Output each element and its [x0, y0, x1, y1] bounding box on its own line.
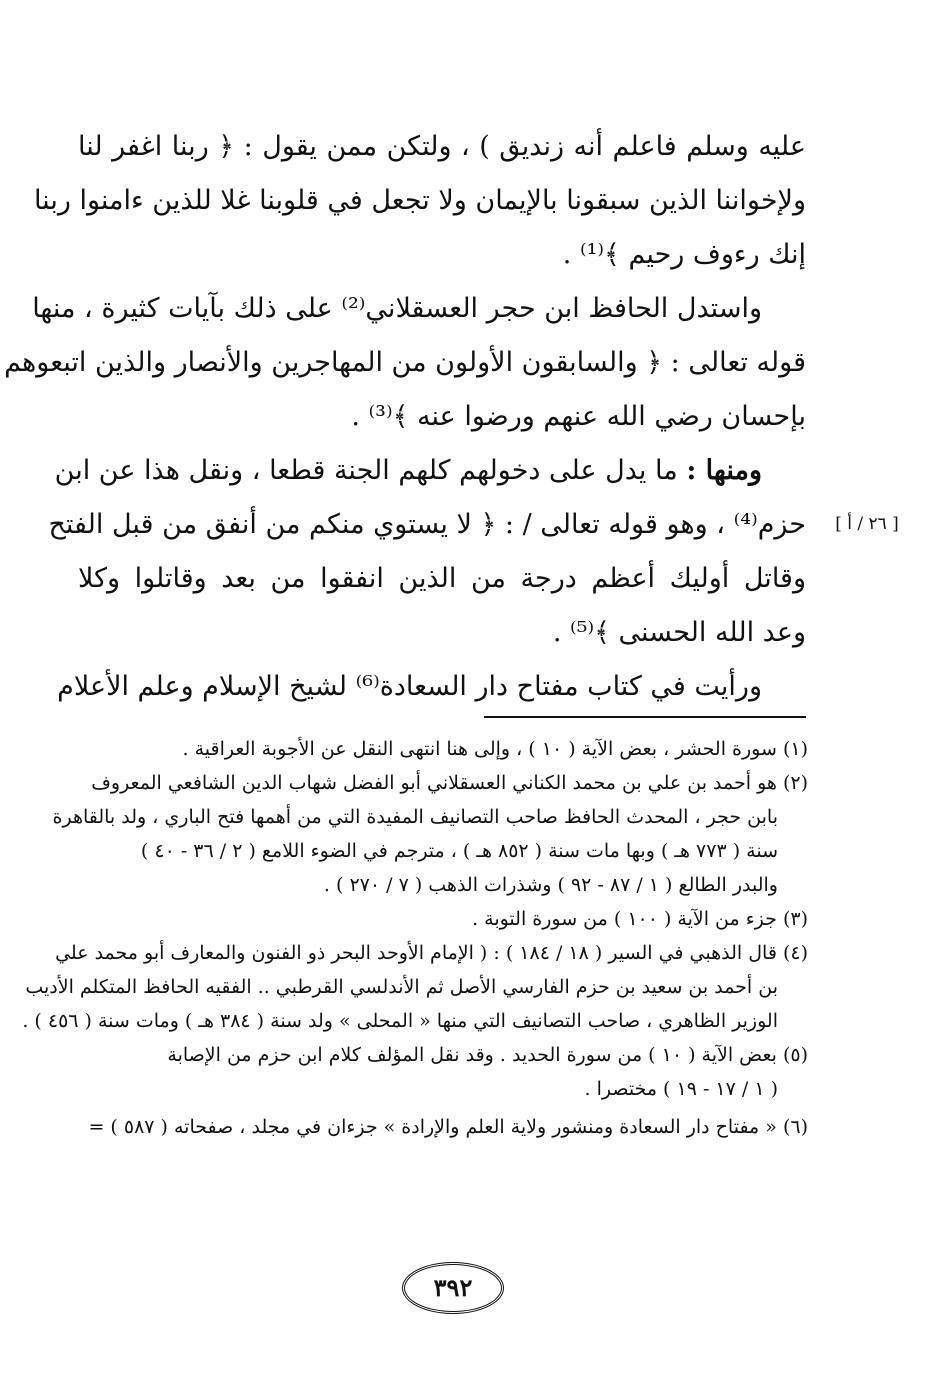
footnotes-block [22, 732, 808, 1144]
text-line: ورأيت في كتاب مفتاح دار السعادة⁽⁶⁾ لشيخ الإسلام وعلم الأعلام [57, 671, 762, 702]
footnote-line: (٢) هو أحمد بن علي بن محمد الكناني العسقلاني أبو الفضل شهاب الدين الشافعي المعروف [91, 772, 808, 794]
text-line: قوله تعالى : ﴿ والسابقون الأولون من المهاجرين والأنصار والذين اتبعوهم [4, 347, 806, 378]
bold-lead-word: ومنها : [686, 455, 762, 486]
text-line [54, 444, 806, 498]
text-line: وقاتل أوليك أعظم درجة من الذين انفقوا من بعد وقاتلوا وكلا [78, 563, 806, 594]
footnote-line: ( ١ / ١٧ - ١٩ ) مختصرا . [584, 1078, 778, 1100]
footnote-line: الوزير الظاهري ، صاحب التصانيف التي منها « المحلى » ولد سنة ( ٣٨٤ هـ ) ومات سنة ( ٤٥٦ ) . [22, 1010, 778, 1032]
main-text-block [4, 120, 806, 714]
page-number: ٣٩٢ [402, 1262, 504, 1314]
footnote-line: بن أحمد بن سعيد بن حزم الفارسي الأصل ثم الأندلسي القرطبي .. الفقيه الحافظ المتكلم الأديب [25, 976, 778, 998]
text-line-rest: ما يدل على دخولهم كلهم الجنة قطعا ، ونقل هذا عن ابن [54, 455, 678, 486]
footnote-line: والبدر الطالع ( ١ / ٨٧ - ٩٢ ) وشذرات الذهب ( ٧ / ٢٧٠ ) . [323, 874, 778, 896]
footnote-separator [484, 716, 806, 718]
footnote-line: (١) سورة الحشر ، بعض الآية ( ١٠ ) ، وإلى هنا انتهى النقل عن الأجوبة العراقية . [182, 738, 808, 760]
text-line: ولإخواننا الذين سبقونا بالإيمان ولا تجعل في قلوبنا غلا للذين ءامنوا ربنا [33, 185, 806, 216]
footnote-line: (٣) جزء من الآية ( ١٠٠ ) من سورة التوبة . [472, 908, 808, 930]
footnote-line: (٤) قال الذهبي في السير ( ١٨ / ١٨٤ ) : ( الإمام الأوحد البحر ذو الفنون والمعارف أبو محمد علي [55, 942, 808, 964]
text-line: حزم⁽⁴⁾ ، وهو قوله تعالى / : ﴿ لا يستوي منكم من أنفق من قبل الفتح [48, 509, 806, 540]
footnote-line: (٥) بعض الآية ( ١٠ ) من سورة الحديد . وقد نقل المؤلف كلام ابن حزم من الإصابة [167, 1044, 808, 1066]
text-line: وعد الله الحسنى ﴾⁽⁵⁾ . [552, 617, 806, 648]
manuscript-folio-marker: [ ٢٦ / أ ] [835, 514, 899, 534]
footnote-line: (٦) « مفتاح دار السعادة ومنشور ولاية العلم والإرادة » جزءان في مجلد ، صفحاته ( ٥٨٧ ) = [88, 1116, 808, 1138]
text-line: عليه وسلم فاعلم أنه زنديق ) ، ولتكن ممن يقول : ﴿ ربنا اغفر لنا [78, 131, 806, 162]
text-line: واستدل الحافظ ابن حجر العسقلاني⁽²⁾ على ذلك بآيات كثيرة ، منها [32, 293, 762, 324]
footnote-line: بابن حجر ، المحدث الحافظ صاحب التصانيف المفيدة التي من أهمها فتح الباري ، ولد بالقاهرة [52, 806, 778, 828]
footnote-line: سنة ( ٧٧٣ هـ ) وبها مات سنة ( ٨٥٢ هـ ) ، مترجم في الضوء اللامع ( ٢ / ٣٦ - ٤٠ ) [140, 840, 778, 862]
text-line: إنك رءوف رحيم ﴾⁽¹⁾ . [562, 239, 806, 270]
text-line: بإحسان رضي الله عنهم ورضوا عنه ﴾⁽³⁾ . [351, 401, 806, 432]
